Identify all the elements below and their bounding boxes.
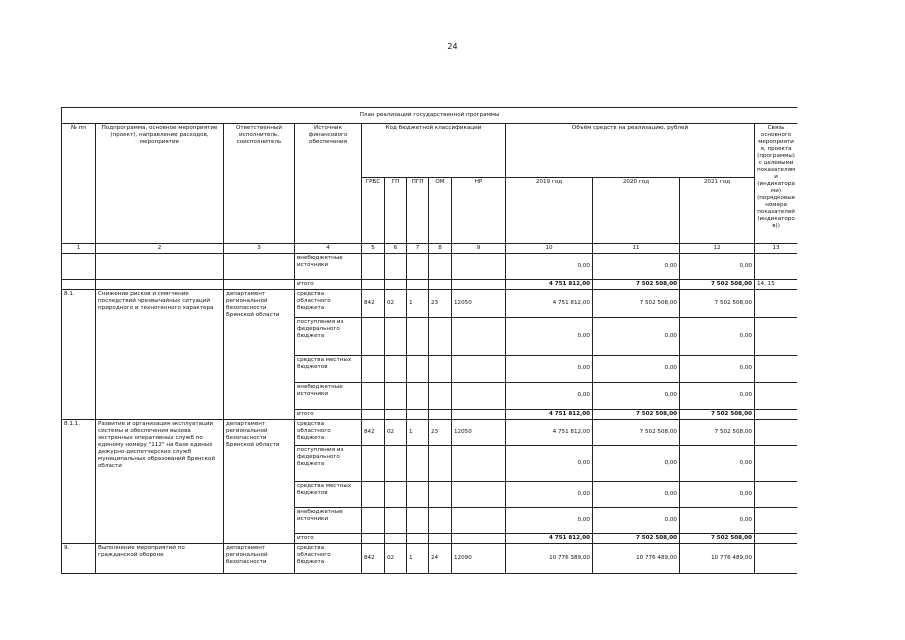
code-pgp: 1 xyxy=(407,543,429,573)
code-grbs: 842 xyxy=(362,289,385,317)
table-row xyxy=(62,543,798,573)
source-label: поступления из федерального бюджета xyxy=(295,317,362,355)
col-number: 6 xyxy=(385,244,407,254)
value-2019: 0,00 xyxy=(506,382,593,409)
value-2019: 0,00 xyxy=(506,253,593,279)
value-2019: 0,00 xyxy=(506,317,593,355)
code-nr: 12050 xyxy=(452,419,506,445)
value-2021: 0,00 xyxy=(680,317,755,355)
value-2019: 4 751 812,00 xyxy=(506,533,593,543)
value-2020: 7 502 508,00 xyxy=(593,279,680,289)
table-row xyxy=(62,279,798,289)
source-label: средства областного бюджета xyxy=(295,419,362,445)
header-om: ОМ xyxy=(429,178,452,244)
value-2019: 4 751 812,00 xyxy=(506,289,593,317)
source-label: внебюджетные источники xyxy=(295,507,362,533)
code-grbs: 842 xyxy=(362,543,385,573)
code-gp: 02 xyxy=(385,289,407,317)
header-subprogram: Подпрограмма, основное мероприятие (проект), направление расходов, мероприятие xyxy=(96,124,224,244)
value-2020: 0,00 xyxy=(593,253,680,279)
value-2021: 7 502 508,00 xyxy=(680,533,755,543)
measure-name: Развитие и организация эксплуатации системы и обеспечения вызова экстренных оперативных служб по единому номеру "112" на базе единых дежурно-диспетчерских служб муниципальных образований Брянской области xyxy=(96,419,224,543)
value-2020: 0,00 xyxy=(593,481,680,507)
value-2019: 4 751 812,00 xyxy=(506,409,593,419)
value-2019: 4 751 812,00 xyxy=(506,419,593,445)
program-plan-table-area xyxy=(61,107,797,583)
header-volume: Объём средств на реализацию, рублей xyxy=(506,124,755,178)
col-number: 11 xyxy=(593,244,680,254)
source-label: внебюджетные источники xyxy=(295,253,362,279)
table-title: План реализации государственной программы xyxy=(62,108,798,124)
code-nr: 12050 xyxy=(452,289,506,317)
source-label: средства областного бюджета xyxy=(295,543,362,573)
value-2020: 10 776 489,00 xyxy=(593,543,680,573)
value-2019: 0,00 xyxy=(506,481,593,507)
header-gp: ГП xyxy=(385,178,407,244)
value-2021: 0,00 xyxy=(680,382,755,409)
value-2020: 7 502 508,00 xyxy=(593,409,680,419)
col-number: 10 xyxy=(506,244,593,254)
row-number: 9. xyxy=(62,543,96,573)
measure-name: Выполнение мероприятий по гражданской обороне xyxy=(96,543,224,573)
value-2021: 7 502 508,00 xyxy=(680,289,755,317)
code-grbs: 842 xyxy=(362,419,385,445)
value-2020: 7 502 508,00 xyxy=(593,419,680,445)
source-label: средства местных бюджетов xyxy=(295,355,362,382)
header-source: Источник финансового обеспечения xyxy=(295,124,362,244)
row-number: 8.1.1. xyxy=(62,419,96,543)
value-2021: 10 776 489,00 xyxy=(680,543,755,573)
indicator-link: 14, 15 xyxy=(755,279,798,289)
value-2020: 7 502 508,00 xyxy=(593,533,680,543)
value-2021: 0,00 xyxy=(680,253,755,279)
value-2021: 0,00 xyxy=(680,507,755,533)
value-2019: 10 776 389,00 xyxy=(506,543,593,573)
col-number: 9 xyxy=(452,244,506,254)
value-2020: 7 502 508,00 xyxy=(593,289,680,317)
value-2020: 0,00 xyxy=(593,317,680,355)
program-plan-table xyxy=(61,107,797,574)
col-number: 7 xyxy=(407,244,429,254)
value-2020: 0,00 xyxy=(593,382,680,409)
source-label: итого xyxy=(295,533,362,543)
header-budget-code: Код бюджетной классификации xyxy=(362,124,506,178)
col-number: 12 xyxy=(680,244,755,254)
source-label: итого xyxy=(295,409,362,419)
header-pgp: ПГП xyxy=(407,178,429,244)
col-number: 8 xyxy=(429,244,452,254)
measure-name: Снижение рисков и смягчение последствий чрезвычайных ситуаций природного и техногенного характера xyxy=(96,289,224,419)
code-gp: 02 xyxy=(385,543,407,573)
value-2020: 0,00 xyxy=(593,507,680,533)
value-2021: 0,00 xyxy=(680,445,755,481)
header-2019: 2019 год xyxy=(506,178,593,244)
table-row xyxy=(62,289,798,317)
col-number: 5 xyxy=(362,244,385,254)
code-om: 23 xyxy=(429,419,452,445)
col-number: 3 xyxy=(224,244,295,254)
header-2020: 2020 год xyxy=(593,178,680,244)
header-2021: 2021 год xyxy=(680,178,755,244)
value-2021: 0,00 xyxy=(680,355,755,382)
value-2020: 0,00 xyxy=(593,445,680,481)
code-om: 23 xyxy=(429,289,452,317)
executor: департамент региональной безопасности xyxy=(224,543,295,573)
header-grbs: ГРБС xyxy=(362,178,385,244)
col-number: 4 xyxy=(295,244,362,254)
header-link: Связь основного мероприятия, проекта (программы) с целевыми показателями (индикаторами) (порядковые номера показателей (индикаторов)) xyxy=(755,124,798,244)
value-2021: 7 502 508,00 xyxy=(680,409,755,419)
header-nr: НР xyxy=(452,178,506,244)
source-label: поступления из федерального бюджета xyxy=(295,445,362,481)
source-label: итого xyxy=(295,279,362,289)
col-number: 1 xyxy=(62,244,96,254)
source-label: средства местных бюджетов xyxy=(295,481,362,507)
col-number: 2 xyxy=(96,244,224,254)
code-gp: 02 xyxy=(385,419,407,445)
source-label: средства областного бюджета xyxy=(295,289,362,317)
source-label: внебюджетные источники xyxy=(295,382,362,409)
value-2019: 0,00 xyxy=(506,507,593,533)
header-num: № пп xyxy=(62,124,96,244)
code-om: 24 xyxy=(429,543,452,573)
col-number: 13 xyxy=(755,244,798,254)
code-pgp: 1 xyxy=(407,419,429,445)
table-row xyxy=(62,419,798,445)
executor: департамент региональной безопасности Брянской области xyxy=(224,419,295,543)
header-executor: Ответственный исполнитель, соисполнитель xyxy=(224,124,295,244)
code-nr: 12090 xyxy=(452,543,506,573)
row-number: 8.1. xyxy=(62,289,96,419)
value-2020: 0,00 xyxy=(593,355,680,382)
page-number: 24 xyxy=(447,42,458,51)
value-2019: 0,00 xyxy=(506,355,593,382)
executor: департамент региональной безопасности Брянской области xyxy=(224,289,295,419)
table-row xyxy=(62,253,798,279)
code-pgp: 1 xyxy=(407,289,429,317)
value-2021: 0,00 xyxy=(680,481,755,507)
value-2019: 4 751 812,00 xyxy=(506,279,593,289)
value-2021: 7 502 508,00 xyxy=(680,279,755,289)
value-2021: 7 502 508,00 xyxy=(680,419,755,445)
value-2019: 0,00 xyxy=(506,445,593,481)
